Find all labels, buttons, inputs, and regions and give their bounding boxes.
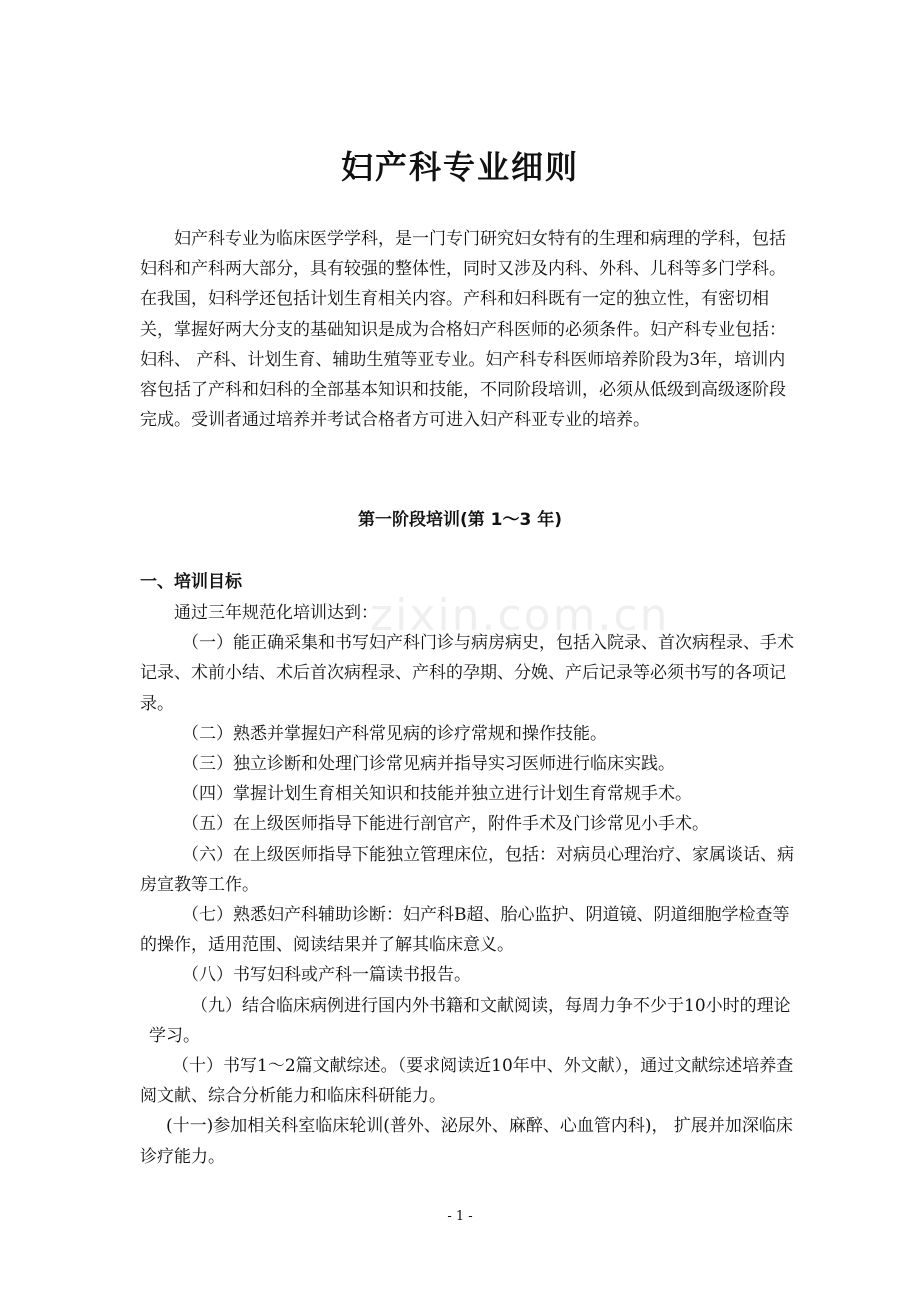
list-item: （九）结合临床病例进行国内外书籍和文献阅读，每周力争不少于10小时的理论学习。 (149, 995, 791, 1046)
intro-paragraph: 妇产科专业为临床医学学科，是一门专门研究妇女特有的生理和病理的学科，包括妇科和产科两大部分，具有较强的整体性，同时又涉及内科、外科、儿科等多门学科。在我国，妇科学还包括计划生育相关内容。产科和妇科既有一定的独立性，有密切相关，掌握好两大分支的基础知识是成为合格妇产科医师的必须条件。妇产科专业包括：妇科、 产科、计划生育、辅助生殖等亚专业。妇产科专科医师培养阶段为3年，培训内容包括了产科和妇科的全部基本知识和技能，不同阶段培训，必须从低级到高级逐阶段完成。受训者通过培养并考试合格者方可进入妇产科亚专业的培养。 (140, 229, 786, 431)
page-number: - 1 - (447, 1209, 473, 1224)
section-heading: 一、培训目标 (140, 572, 242, 592)
list-item: （五）在上级医师指导下能进行剖官产，附件手术及门诊常见小手术。 (182, 814, 709, 835)
list-item: (十一)参加相关科室临床轮训(普外、泌尿外、麻醉、心血管内科)， 扩展并加深临床诊疗能力。 (140, 1116, 793, 1167)
section-body (140, 598, 800, 1172)
document-title: 妇产科专业细则 (340, 148, 579, 186)
list-item: （八）书写妇科或产科一篇读书报告。 (182, 965, 471, 986)
stage-heading: 第一阶段培训(第 1～3 年) (357, 510, 563, 530)
list-item: （七）熟悉妇产科辅助诊断：妇产科B超、胎心监护、阴道镜、阴道细胞学检查等的操作，适用范围、阅读结果并了解其临床意义。 (140, 905, 790, 956)
list-item: （二）熟悉并掌握妇产科常见病的诊疗常规和操作技能。 (182, 723, 607, 744)
watermark: zixin.com.cn (370, 590, 670, 641)
lead-text: 通过三年规范化培训达到： (174, 603, 378, 623)
list-item: （十）书写1～2篇文献综述。（要求阅读近10年中、外文献），通过文献综述培养查阅文献、综合分析能力和临床科研能力。 (140, 1056, 794, 1107)
list-item: （三）独立诊断和处理门诊常见病并指导实习医师进行临床实践。 (182, 754, 675, 775)
list-item: （四）掌握计划生育相关知识和技能并独立进行计划生育常规手术。 (182, 784, 692, 805)
list-item: （一）能正确采集和书写妇产科门诊与病房病史，包括入院录、首次病程录、手术记录、术前小结、术后首次病程录、产科的孕期、分娩、产后记录等必须书写的各项记录。 (140, 633, 794, 714)
list-item: （六）在上级医师指导下能独立管理床位，包括：对病员心理治疗、家属谈话、病房宣教等工作。 (140, 844, 794, 895)
